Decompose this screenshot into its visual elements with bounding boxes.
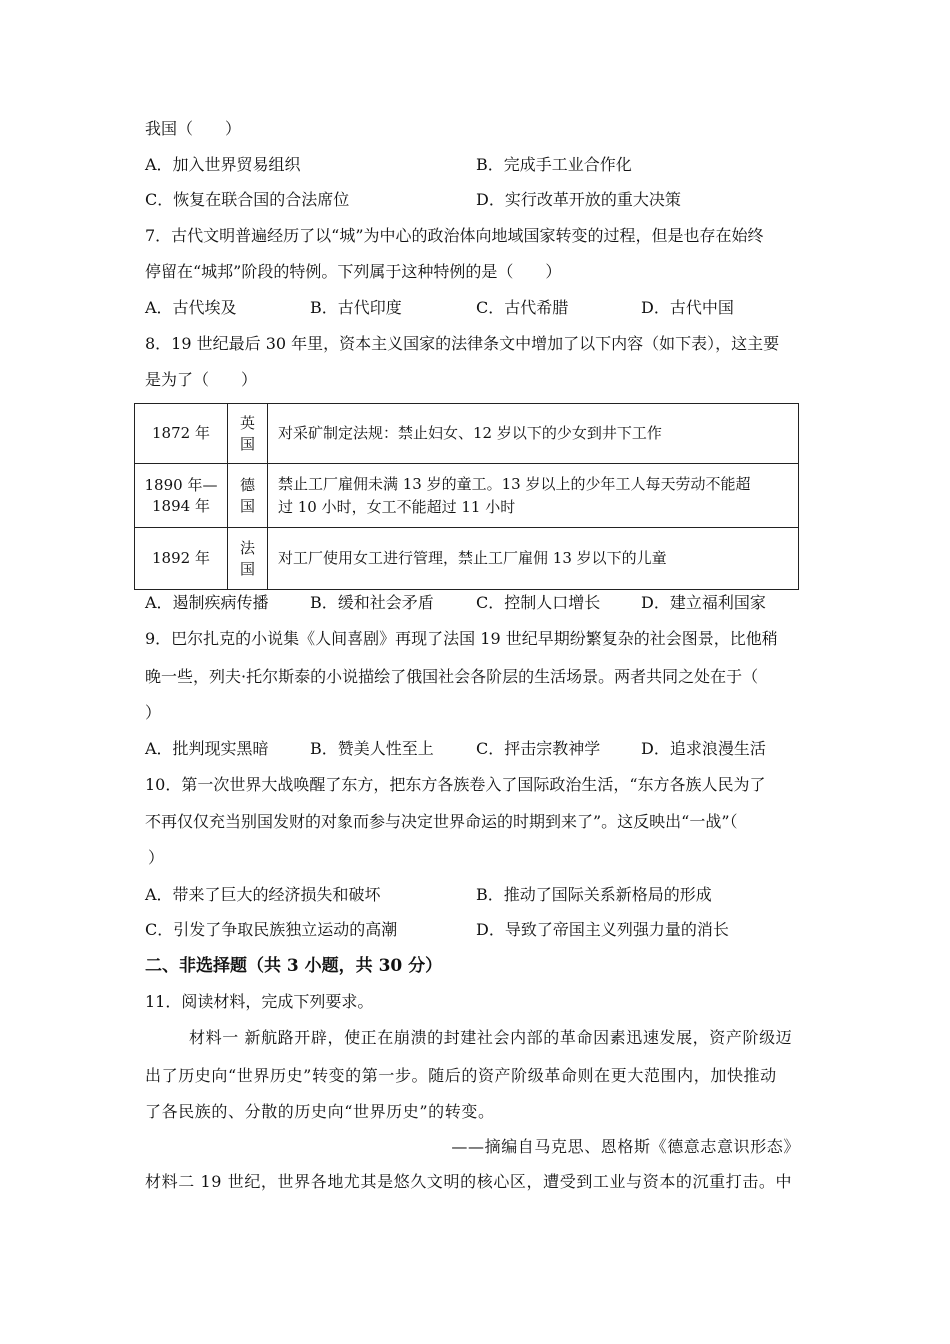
country-char: 英	[239, 413, 255, 432]
q10-option-b: B．推动了国际关系新格局的形成	[476, 885, 712, 904]
q11-intro: 11．阅读材料，完成下列要求。	[145, 992, 374, 1011]
q7-option-a: A．古代埃及	[145, 298, 237, 317]
table-cell-year	[135, 464, 228, 528]
material-1-line1: 材料一 新航路开辟，使正在崩溃的封建社会内部的革命因素迅速发展，资产阶级迈	[189, 1028, 793, 1047]
content-text: 对采矿制定法规：禁止妇女、12 岁以下的少女到井下工作	[278, 424, 662, 442]
table-cell-country	[228, 464, 268, 528]
material-2-line1: 材料二 19 世纪，世界各地尤其是悠久文明的核心区，遭受到工业与资本的沉重打击。中	[145, 1172, 793, 1191]
q6-option-c: C．恢复在联合国的合法席位	[145, 190, 350, 209]
q6-option-d: D．实行改革开放的重大决策	[476, 190, 681, 209]
q10-stem-line3: ）	[148, 848, 165, 867]
q8-option-d: D．建立福利国家	[641, 593, 766, 612]
table-cell-country	[228, 528, 268, 590]
q10-option-c: C．引发了争取民族独立运动的高潮	[145, 920, 398, 939]
material-1-line3: 了各民族的、分散的历史向“世界历史”的转变。	[145, 1102, 495, 1121]
table-cell-content	[268, 464, 799, 528]
q10-stem-line1: 10．第一次世界大战唤醒了东方，把东方各族卷入了国际政治生活，“东方各族人民为了	[145, 775, 766, 794]
year-text: 1894 年	[152, 496, 210, 515]
q9-option-a: A．批判现实黑暗	[145, 739, 269, 758]
q10-option-d: D．导致了帝国主义列强力量的消长	[476, 920, 729, 939]
table-row	[135, 528, 799, 590]
q9-option-c: C．抨击宗教神学	[476, 739, 601, 758]
q8-stem-line1: 8．19 世纪最后 30 年里，资本主义国家的法律条文中增加了以下内容（如下表），这主要	[145, 334, 780, 353]
q9-option-d: D．追求浪漫生活	[641, 739, 766, 758]
content-text: 过 10 小时，女工不能超过 11 小时	[278, 497, 516, 516]
q9-stem-line2: 晚一些，列夫·托尔斯泰的小说描绘了俄国社会各阶层的生活场景。两者共同之处在于（	[145, 667, 759, 686]
country-char: 国	[239, 434, 255, 453]
q9-stem-line3: ）	[145, 703, 162, 722]
country-char: 德	[239, 475, 255, 494]
table-row	[135, 404, 799, 464]
q10-option-a: A．带来了巨大的经济损失和破坏	[145, 885, 381, 904]
material-1-line2: 出了历史向“世界历史”转变的第一步。随后的资产阶级革命则在更大范围内，加快推动	[145, 1066, 777, 1085]
country-char: 法	[239, 538, 255, 557]
q8-option-b: B．缓和社会矛盾	[310, 593, 434, 612]
q7-stem-line2: 停留在“城邦”阶段的特例。下列属于这种特例的是（ ）	[145, 262, 562, 281]
q7-option-c: C．古代希腊	[476, 298, 569, 317]
table-row	[135, 464, 799, 528]
year-text: 1872 年	[152, 424, 210, 442]
section-heading: 二、非选择题（共 3 小题，共 30 分）	[145, 956, 443, 976]
content-text: 对工厂使用女工进行管理，禁止工厂雇佣 13 岁以下的儿童	[278, 549, 667, 567]
table-cell-year	[135, 528, 228, 590]
q7-stem-line1: 7．古代文明普遍经历了以“城”为中心的政治体向地域国家转变的过程，但是也存在始终	[145, 226, 764, 245]
q9-stem-line1: 9．巴尔扎克的小说集《人间喜剧》再现了法国 19 世纪早期纷繁复杂的社会图景，比他稍	[145, 629, 778, 648]
country-char: 国	[239, 559, 255, 578]
q10-stem-line2: 不再仅仅充当别国发财的对象而参与决定世界命运的时期到来了”。这反映出“一战”（	[145, 812, 738, 831]
q8-stem-line2: 是为了（ ）	[145, 370, 258, 389]
year-text: 1890 年—	[144, 475, 218, 494]
q6-option-b: B．完成手工业合作化	[476, 155, 632, 174]
content-text: 禁止工厂雇佣未满 13 岁的童工。13 岁以上的少年工人每天劳动不能超	[278, 474, 751, 493]
country-char: 国	[239, 496, 255, 515]
q8-option-c: C．控制人口增长	[476, 593, 601, 612]
law-table	[134, 403, 799, 590]
table-cell-content	[268, 528, 799, 590]
q7-option-b: B．古代印度	[310, 298, 402, 317]
q8-option-a: A．遏制疾病传播	[145, 593, 269, 612]
q6-stem-tail: 我国（ ）	[145, 119, 242, 138]
year-text: 1892 年	[152, 549, 210, 567]
q9-option-b: B．赞美人性至上	[310, 739, 434, 758]
material-1-source: ——摘编自马克思、恩格斯《德意志意识形态》	[451, 1137, 800, 1156]
table-cell-content	[268, 404, 799, 464]
table-cell-country	[228, 404, 268, 464]
q7-option-d: D．古代中国	[641, 298, 734, 317]
q6-option-a: A．加入世界贸易组织	[145, 155, 301, 174]
table-cell-year	[135, 404, 228, 464]
